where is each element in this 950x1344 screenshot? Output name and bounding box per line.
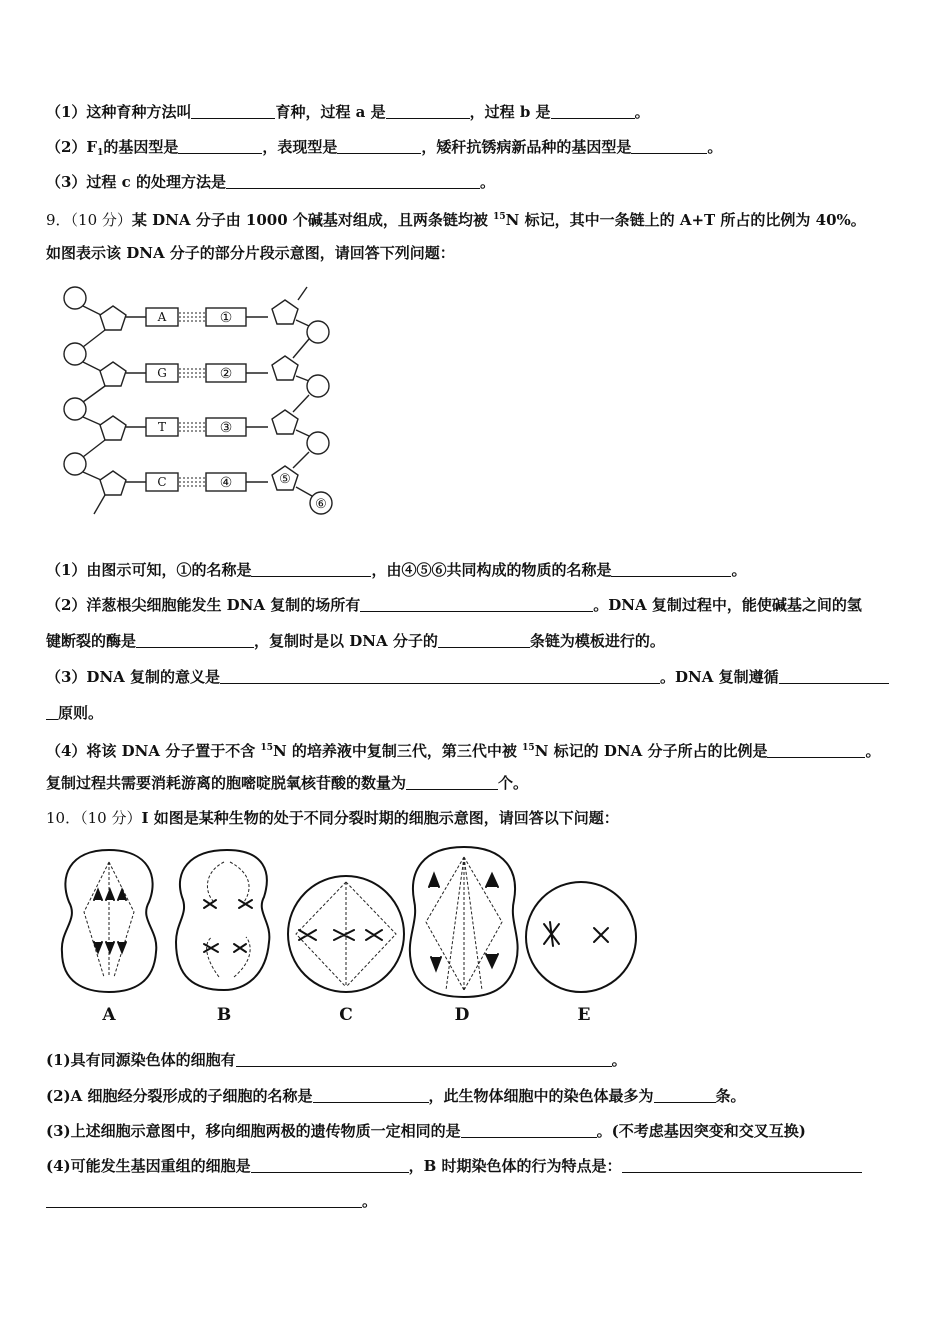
phosphate-icon	[64, 343, 86, 365]
q10-part4-line2: 。	[46, 1191, 377, 1211]
figure-label-6: ⑥	[315, 497, 327, 512]
answer-blank[interactable]	[611, 561, 731, 577]
answer-blank[interactable]	[461, 1122, 597, 1138]
answer-blank[interactable]	[191, 103, 275, 119]
deoxyribose-icon	[272, 356, 298, 380]
base-label: T	[157, 420, 167, 434]
answer-blank[interactable]	[654, 1087, 716, 1103]
deoxyribose-icon	[100, 471, 126, 495]
q9-part2-line1: （2）洋葱根尖细胞能发生 DNA 复制的场所有 。DNA 复制过程中，能使碱基之间的氢	[46, 596, 862, 614]
answer-blank[interactable]	[313, 1087, 429, 1103]
answer-blank[interactable]	[622, 1157, 862, 1173]
q9-part1: （1）由图示可知，①的名称是 ，由④⑤⑥共同构成的物质的名称是 。	[46, 561, 747, 579]
deoxyribose-icon	[100, 306, 126, 330]
answer-blank[interactable]	[360, 596, 593, 612]
q10-number: 10．（10 分）	[46, 809, 142, 827]
answer-blank[interactable]	[251, 561, 371, 577]
answer-blank[interactable]	[337, 138, 421, 154]
answer-blank[interactable]	[136, 632, 254, 648]
q9-stem-line1: 9．（10 分）某 DNA 分子由 1000 个碱基对组成，且两条链均被 $^{15}$N 标记，其中一条链上的 A+T 所占的比例为 40%。	[46, 211, 866, 229]
deoxyribose-icon	[272, 300, 298, 324]
base-label: ④	[219, 475, 233, 491]
q8-part3: （3）过程 c 的处理方法是 。	[46, 173, 496, 191]
cell-a	[62, 850, 156, 992]
answer-blank[interactable]	[406, 774, 498, 790]
cell-label: C	[339, 1005, 353, 1025]
q10-part4-line1: (4)可能发生基因重组的细胞是 ，B 时期染色体的行为特点是：	[46, 1156, 862, 1176]
phosphate-icon	[307, 375, 329, 397]
base-label: G	[157, 366, 167, 380]
q10-part2: (2)A 细胞经分裂形成的子细胞的名称是 ，此生物体细胞中的染色体最多为 条。	[46, 1087, 746, 1105]
answer-blank[interactable]	[226, 173, 480, 189]
base-label: ①	[219, 310, 233, 326]
q9-part3-line2: 原则。	[46, 703, 103, 723]
base-label: C	[157, 475, 167, 489]
answer-blank[interactable]	[220, 668, 660, 684]
answer-blank[interactable]	[46, 704, 58, 720]
cell-division-figure	[54, 842, 654, 1027]
cell-b	[176, 850, 269, 990]
base-label: ③	[219, 420, 233, 436]
answer-blank[interactable]	[779, 668, 889, 684]
q10-part3: (3)上述细胞示意图中，移向细胞两极的遗传物质一定相同的是 。(不考虑基因突变和交叉互换)	[46, 1122, 806, 1140]
base-label: A	[157, 310, 167, 324]
q10-stem: 10．（10 分）I 如图是某种生物的处于不同分裂时期的细胞示意图，请回答以下问题：	[46, 809, 619, 827]
q9-part3-line1: （3）DNA 复制的意义是 。DNA 复制遵循	[46, 667, 889, 687]
deoxyribose-icon	[272, 410, 298, 434]
answer-blank[interactable]	[551, 103, 635, 119]
dna-structure-figure	[58, 282, 348, 532]
q9-stem-line2: 如图表示该 DNA 分子的部分片段示意图，请回答下列问题：	[46, 244, 455, 262]
base-label: ②	[219, 366, 233, 382]
answer-blank[interactable]	[438, 632, 530, 648]
answer-blank[interactable]	[251, 1157, 409, 1173]
q9-part2-line2: 键断裂的酶是 ，复制时是以 DNA 分子的 条链为模板进行的。	[46, 632, 665, 650]
q9-part4-line2: 复制过程共需要消耗游离的胞嘧啶脱氧核苷酸的数量为 个。	[46, 774, 529, 792]
q9-number: 9．（10 分）	[46, 211, 132, 229]
phosphate-icon	[307, 321, 329, 343]
cell-label: B	[216, 1005, 232, 1025]
phosphate-icon	[64, 398, 86, 420]
cell-e	[526, 882, 636, 992]
phosphate-icon	[307, 432, 329, 454]
answer-blank[interactable]	[767, 742, 865, 758]
answer-blank[interactable]	[386, 103, 470, 119]
phosphate-icon	[64, 453, 86, 475]
answer-blank[interactable]	[178, 138, 262, 154]
q8-part2: $(2)F_1$的基因型是 ，表现型是 ，矮秆抗锈病新品种的基因型是 。	[46, 138, 723, 158]
answer-blank[interactable]	[631, 138, 707, 154]
q9-part4-line1: （4）将该 DNA 分子置于不含 $^{15}$N 的培养液中复制三代，第三代中被 $^{15}$N 标记的 DNA 分子所占的比例是 。	[46, 742, 881, 760]
cell-label: E	[577, 1005, 591, 1025]
cell-label: A	[102, 1005, 116, 1025]
figure-label-5: ⑤	[279, 472, 291, 487]
deoxyribose-icon	[100, 416, 126, 440]
answer-blank[interactable]	[236, 1051, 612, 1067]
q8-part1: （1）这种育种方法叫 育种，过程 a 是 ，过程 b 是 。	[46, 103, 650, 121]
phosphate-icon	[64, 287, 86, 309]
deoxyribose-icon	[100, 362, 126, 386]
answer-blank[interactable]	[46, 1192, 362, 1208]
cell-label: D	[454, 1005, 470, 1025]
q10-part1: (1)具有同源染色体的细胞有 。	[46, 1051, 627, 1069]
